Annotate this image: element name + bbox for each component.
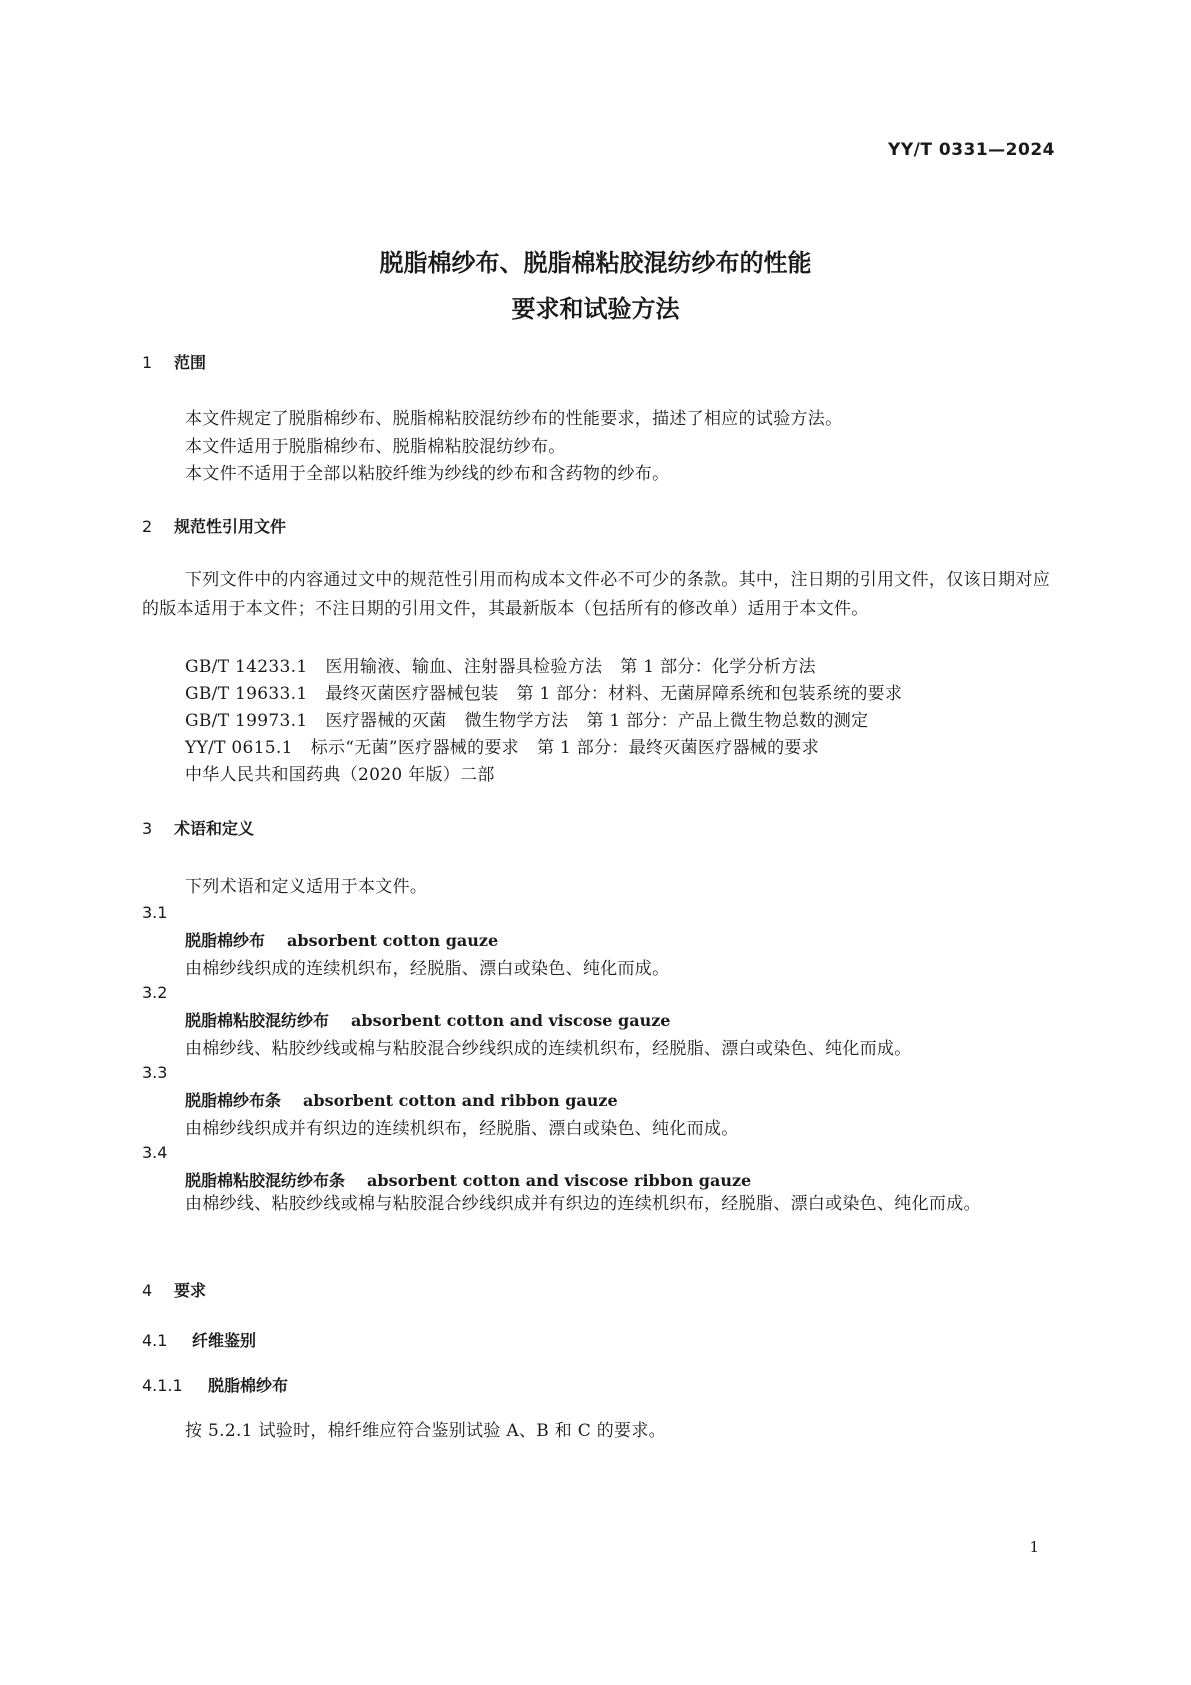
section-number: 2 <box>142 517 153 536</box>
scope-paragraph-1: 本文件规定了脱脂棉纱布、脱脂棉粘胶混纺纱布的性能要求，描述了相应的试验方法。 <box>185 409 843 429</box>
title-line-1: 脱脂棉纱布、脱脂棉粘胶混纺纱布的性能 <box>379 249 812 277</box>
section-number: 4 <box>142 1281 153 1300</box>
term-number: 3.1 <box>142 903 168 922</box>
section-title: 要求 <box>174 1281 207 1300</box>
section-title: 纤维鉴别 <box>192 1331 257 1350</box>
document-title <box>0 240 1191 332</box>
scope-paragraph-2: 本文件适用于脱脂棉纱布、脱脂棉粘胶混纺纱布。 <box>185 437 566 457</box>
section-title: 范围 <box>174 353 207 372</box>
title-line-2: 要求和试验方法 <box>511 295 680 323</box>
section-number: 4.1.1 <box>142 1376 183 1395</box>
fiber-identification-text: 按 5.2.1 试验时，棉纤维应符合鉴别试验 A、B 和 C 的要求。 <box>185 1421 666 1441</box>
standard-code: YY/T 0331—2024 <box>888 140 1055 160</box>
term-heading: 脱脂棉粘胶混纺纱布条 absorbent cotton and viscose ribbon gauze <box>185 1171 752 1190</box>
reference-item: GB/T 19633.1 最终灭菌医疗器械包装 第 1 部分：材料、无菌屏障系统和包装系统的要求 <box>185 684 903 704</box>
section-number: 1 <box>142 353 153 372</box>
term-definition: 由棉纱线、粘胶纱线或棉与粘胶混合纱线织成并有织边的连续机织布，经脱脂、漂白或染色、纯化而成。 <box>185 1194 981 1214</box>
section-title: 脱脂棉纱布 <box>208 1376 289 1395</box>
scope-paragraph-3: 本文件不适用于全部以粘胶纤维为纱线的纱布和含药物的纱布。 <box>185 464 670 484</box>
term-definition: 由棉纱线、粘胶纱线或棉与粘胶混合纱线织成的连续机织布，经脱脂、漂白或染色、纯化而成。 <box>185 1039 912 1059</box>
term-number: 3.2 <box>142 983 168 1002</box>
section-4-1-1-heading <box>142 1373 288 1396</box>
section-number: 4.1 <box>142 1331 168 1350</box>
page-number: 1 <box>1029 1538 1039 1556</box>
section-1-heading <box>142 350 206 373</box>
section-2-heading <box>142 514 286 537</box>
reference-item: GB/T 19973.1 医疗器械的灭菌 微生物学方法 第 1 部分：产品上微生物总数的测定 <box>185 711 869 731</box>
term-number: 3.4 <box>142 1143 168 1162</box>
terms-intro: 下列术语和定义适用于本文件。 <box>185 877 428 897</box>
section-4-1-heading <box>142 1328 256 1351</box>
term-heading: 脱脂棉纱布 absorbent cotton gauze <box>185 931 499 950</box>
term-definition: 由棉纱线织成并有织边的连续机织布，经脱脂、漂白或染色、纯化而成。 <box>185 1119 739 1139</box>
section-3-heading <box>142 816 254 839</box>
term-heading: 脱脂棉粘胶混纺纱布 absorbent cotton and viscose gauze <box>185 1011 671 1030</box>
section-number: 3 <box>142 819 153 838</box>
reference-item: GB/T 14233.1 医用输液、输血、注射器具检验方法 第 1 部分：化学分析方法 <box>185 657 816 677</box>
reference-item: YY/T 0615.1 标示“无菌”医疗器械的要求 第 1 部分：最终灭菌医疗器械的要求 <box>185 738 820 758</box>
section-title: 规范性引用文件 <box>174 517 287 536</box>
references-intro: 下列文件中的内容通过文中的规范性引用而构成本文件必不可少的条款。其中，注日期的引用文件，仅该日期对应的版本适用于本文件；不注日期的引用文件，其最新版本（包括所有的修改单）适用于本文件。 <box>142 570 1050 619</box>
section-4-heading <box>142 1278 206 1301</box>
reference-pharmacopoeia: 中华人民共和国药典（2020 年版）二部 <box>185 765 495 785</box>
section-title: 术语和定义 <box>174 819 255 838</box>
term-definition: 由棉纱线织成的连续机织布，经脱脂、漂白或染色、纯化而成。 <box>185 959 670 979</box>
term-heading: 脱脂棉纱布条 absorbent cotton and ribbon gauze <box>185 1091 618 1110</box>
term-number: 3.3 <box>142 1063 168 1082</box>
